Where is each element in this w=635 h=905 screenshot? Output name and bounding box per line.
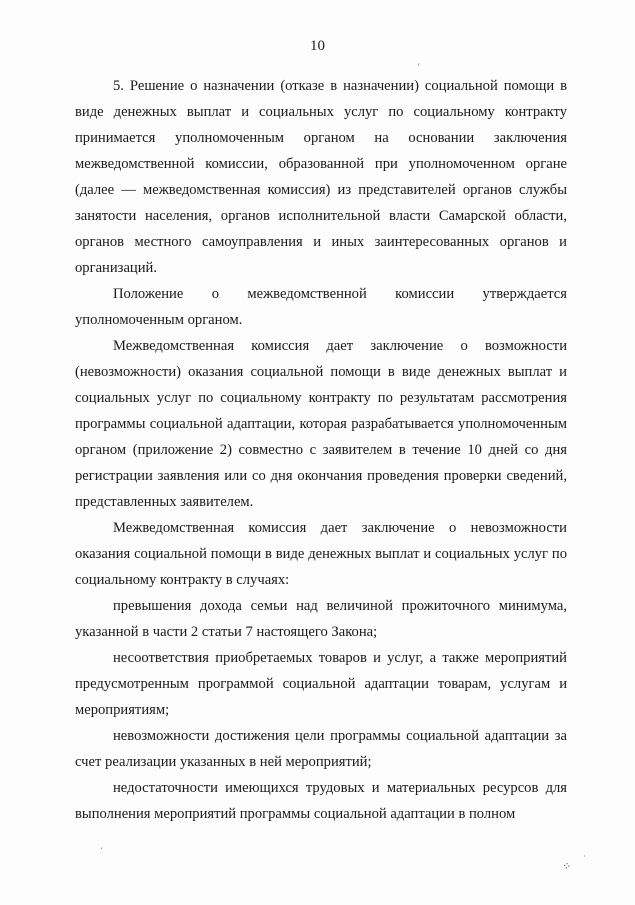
scan-speck: ˌ — [99, 837, 107, 851]
paragraph-case-resources: недостаточности имеющихся трудовых и материальных ресурсов для выполнения мероприятий программы социальной адаптации в полном — [75, 780, 567, 822]
paragraph-refusal-cases: Межведомственная комиссия дает заключение о невозможности оказания социальной помощи в виде денежных выплат и социальных услуг по социальному контракту в случаях: — [75, 520, 567, 588]
paragraph-case-goal: невозможности достижения цели программы социальной адаптации за счет реализации указанных в ней мероприятий; — [75, 728, 567, 770]
scan-speck: ⁘ — [560, 860, 574, 874]
paragraph-decision: 5. Решение о назначении (отказе в назначении) социальной помощи в виде денежных выплат и социальных услуг по социальному контракту принимается уполномоченным органом на основании заключения межведомственной комиссии, образованной при уполномоченном органе (далее — межведомственная комиссия) из представителей органов службы занятости населения, органов исполнительной власти Самарской области, органов местного самоуправления и иных заинтересованных органов и организаций. — [75, 78, 567, 276]
paragraph-case-mismatch: несоответствия приобретаемых товаров и услуг, а также мероприятий предусмотренным программой социальной адаптации товарам, услугам и мероприятиям; — [75, 650, 567, 718]
paragraph-case-income: превышения дохода семьи над величиной прожиточного минимума, указанной в части 2 статьи 7 настоящего Закона; — [75, 598, 567, 640]
scan-speck: · — [583, 852, 586, 861]
paragraph-regulation: Положение о межведомственной комиссии утверждается уполномоченным органом. — [75, 286, 567, 328]
scan-speck: ʹ — [418, 62, 420, 71]
paragraph-commission-conclusion: Межведомственная комиссия дает заключение о возможности (невозможности) оказания социальной помощи в виде денежных выплат и социальных услуг по социальному контракту по результатам рассмотрения программы социальной адаптации, которая разрабатывается уполномоченным органом (приложение 2) совместно с заявителем в течение 10 дней со дня регистрации заявления или со дня окончания проведения проверки сведений, представленных заявителем. — [75, 338, 567, 510]
body-text — [75, 73, 567, 827]
page-number: 10 — [310, 38, 325, 54]
